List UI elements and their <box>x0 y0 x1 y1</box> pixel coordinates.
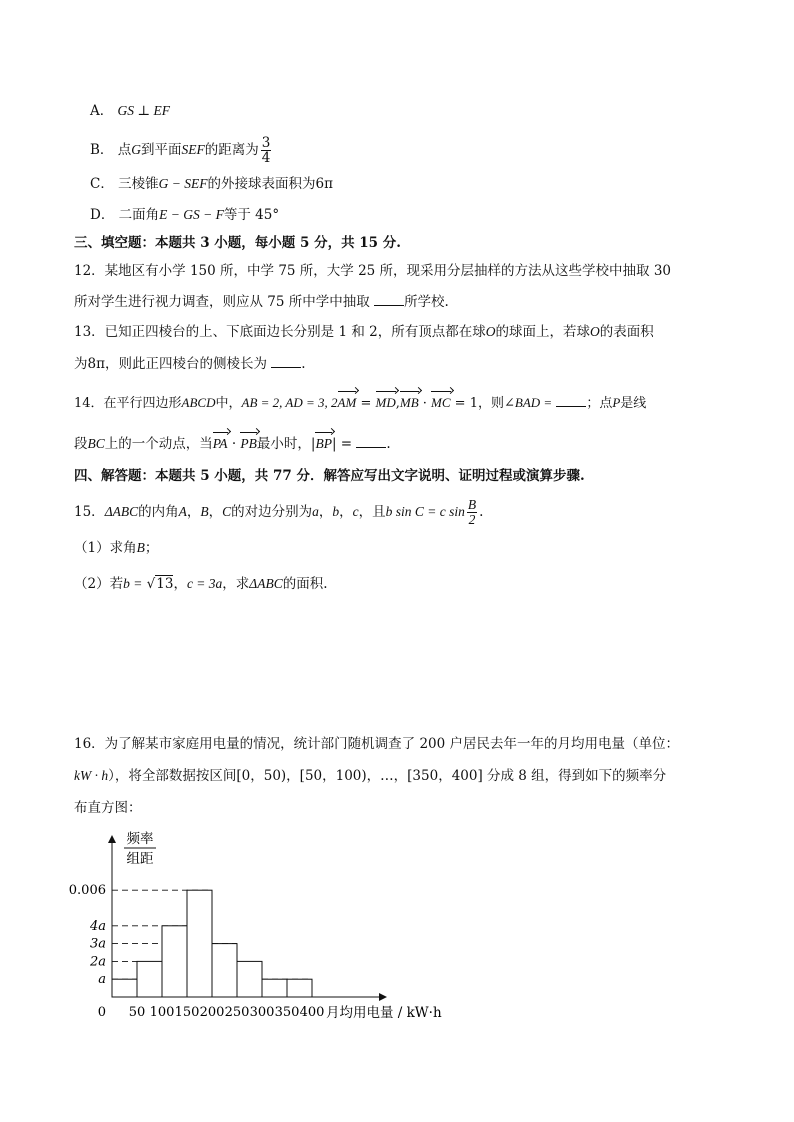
vector-bp: BP <box>315 434 332 454</box>
text: （1）求角 <box>74 540 137 556</box>
text: 的内角 <box>138 504 179 520</box>
fraction <box>261 136 272 165</box>
math-a: A <box>178 504 187 519</box>
vector-am: AM <box>338 393 357 413</box>
q13-line2 <box>74 354 306 374</box>
x-tick-labels <box>98 1005 325 1020</box>
math-triangle: ΔABC <box>104 504 139 519</box>
text: 段 <box>74 436 88 452</box>
vector-mb: MB <box>400 393 419 413</box>
text: = <box>356 396 376 411</box>
vector-md: MD <box>376 393 396 413</box>
q16-line1: 16．为了解某市家庭用电量的情况，统计部门随机调查了 200 户居民去年一年的月均用电量（单位： <box>74 736 680 752</box>
text: 的面积. <box>282 576 328 592</box>
math-triangle: ΔABC <box>249 576 283 591</box>
answer-blank <box>356 435 386 448</box>
vector-mc: MC <box>431 393 451 413</box>
option-text: GS ⊥ EF <box>117 103 170 118</box>
text: ， <box>186 504 201 520</box>
math-value: 6π <box>315 176 333 192</box>
math-c: C <box>222 504 232 519</box>
option-label: D． <box>90 207 115 223</box>
text: 15． <box>74 504 105 520</box>
text: 等于 45° <box>223 207 280 223</box>
math-value: 8π <box>87 356 105 372</box>
option-label: C． <box>90 176 114 192</box>
q15-part2 <box>74 574 328 594</box>
text: 上的一个动点，当 <box>104 436 213 452</box>
text: 中， <box>215 396 242 411</box>
x-tick-label: 300 <box>249 1005 275 1020</box>
text: . <box>479 504 484 520</box>
math-b: B <box>200 504 209 519</box>
text: ，则 <box>477 396 504 411</box>
denominator: 2 <box>468 512 476 527</box>
frequency-histogram <box>60 825 480 1035</box>
math-lb: b <box>332 504 340 519</box>
text: 所对学生进行视力调查，则应从 75 所中学中抽取 <box>74 294 370 310</box>
text: . <box>301 356 306 372</box>
text: . <box>386 436 391 452</box>
text: 的距离为 <box>204 142 259 158</box>
text: 的球面上，若球 <box>495 324 590 340</box>
option-label: B． <box>90 142 114 158</box>
math-eq: AB = 2, AD = 3, 2 <box>241 395 338 410</box>
text: 是线 <box>620 396 647 411</box>
text: ， <box>173 576 187 592</box>
math-b-eq: b = <box>123 576 143 591</box>
text: ； <box>144 540 159 556</box>
text: ，则此正四棱台的侧棱长为 <box>104 356 267 372</box>
option-b <box>90 136 273 165</box>
math-expr: E − GS − F <box>159 207 224 222</box>
math-lc: c <box>352 504 359 519</box>
math-angle: ∠BAD = <box>504 395 553 410</box>
text: ，求 <box>222 576 250 592</box>
text: （2）若 <box>74 576 124 592</box>
y-tick-label: 0.006 <box>68 883 106 899</box>
histogram-bar <box>137 961 162 997</box>
text: 的对边分别为 <box>231 504 313 520</box>
x-tick-label: 200 <box>199 1005 225 1020</box>
math-p: P <box>612 395 621 410</box>
option-d <box>90 205 279 225</box>
math-bc: BC <box>87 436 105 451</box>
text: | = <box>331 436 353 452</box>
text: ），将全部数据按区间[0，50)，[50，100)，…，[350，400] 分成 8 组，得到如下的频率分 <box>108 768 667 784</box>
sqrt-radicand: 13 <box>156 576 174 592</box>
q12-line1: 12．某地区有小学 150 所，中学 75 所，大学 25 所，现采用分层抽样的方法从这些学校中抽取 30 <box>74 263 672 279</box>
q14-line2 <box>74 434 391 454</box>
q15-stem <box>74 498 483 527</box>
text: 点 <box>117 142 132 158</box>
text: ，且 <box>358 504 386 520</box>
math-expr: G − SEF <box>158 176 208 191</box>
text: 14．在平行四边形 <box>74 396 182 411</box>
math-o: O <box>589 324 600 339</box>
answer-blank <box>374 293 404 306</box>
denominator: 4 <box>261 150 271 166</box>
x-tick-label: 400 <box>299 1005 325 1020</box>
text: · <box>227 436 241 452</box>
y-label-numerator: 频率 <box>126 831 154 847</box>
text: 的外接球表面积为 <box>207 176 316 192</box>
y-tick-label: a <box>98 972 106 988</box>
math-la: a <box>312 504 319 519</box>
text: 到平面 <box>140 142 182 158</box>
math-b: B <box>136 540 145 555</box>
text: , <box>395 396 400 411</box>
numerator: 3 <box>261 135 271 151</box>
math-c-eq: c = 3a <box>186 576 223 591</box>
q16-line3: 布直方图： <box>74 800 142 816</box>
x-label: 月均用电量 / kW·h <box>326 1005 442 1021</box>
q16-line2 <box>74 766 666 786</box>
y-tick-label: 4a <box>89 918 106 934</box>
q13-line1 <box>74 322 654 342</box>
x-tick-label: 250 <box>224 1005 250 1020</box>
y-tick-label: 2a <box>89 954 106 970</box>
text: = 1 <box>450 396 478 411</box>
x-tick-label: 150 <box>174 1005 200 1020</box>
math-g: G <box>131 142 141 157</box>
x-tick-label: 50 <box>128 1005 146 1020</box>
option-label: A． <box>90 103 114 119</box>
y-tick-labels <box>69 883 106 987</box>
vector-pb: PB <box>240 434 257 454</box>
answer-blank <box>271 355 301 368</box>
histogram-bar <box>187 890 212 997</box>
histogram-bar <box>112 979 137 997</box>
math-o: O <box>485 324 496 339</box>
math-abcd: ABCD <box>181 395 216 410</box>
q14-line1 <box>74 393 646 414</box>
text: ， <box>208 504 223 520</box>
x-tick-label: 100 <box>149 1005 175 1020</box>
section-3-title: 三、填空题：本题共 3 小题，每小题 5 分，共 15 分. <box>74 235 401 251</box>
text: 所学校. <box>404 294 449 310</box>
histogram-bar <box>212 944 237 997</box>
y-tick-label: 3a <box>89 936 106 952</box>
x-tick-label: 0 <box>97 1005 106 1020</box>
fraction <box>467 498 477 527</box>
text: ， <box>318 504 333 520</box>
section-4-title: 四、解答题：本题共 5 小题，共 77 分．解答应写出文字说明、证明过程或演算步骤. <box>74 468 585 484</box>
y-label-denominator: 组距 <box>126 851 154 867</box>
text: 最小时，| <box>256 436 316 452</box>
text: 的表面积 <box>599 324 654 340</box>
x-tick-label: 350 <box>274 1005 300 1020</box>
math-sef: SEF <box>181 142 205 157</box>
text: 13．已知正四棱台的上、下底面边长分别是 1 和 2，所有顶点都在球 <box>74 324 486 340</box>
vector-pa: PA <box>213 434 228 454</box>
sqrt-sign: √ <box>146 576 156 592</box>
histogram-bar <box>237 961 262 997</box>
math-unit: kW · h <box>74 768 109 783</box>
histogram-bar <box>287 979 312 997</box>
text: ， <box>339 504 353 520</box>
text: 二面角 <box>118 207 160 223</box>
text: 三棱锥 <box>118 176 159 192</box>
option-c <box>90 174 333 194</box>
text: ；点 <box>586 396 613 411</box>
answer-blank <box>556 394 586 407</box>
text: · <box>418 396 432 411</box>
histogram-bar <box>162 926 187 997</box>
math-eq: b sin C = c sin <box>385 504 465 519</box>
option-a <box>90 101 170 121</box>
text: 为 <box>74 356 88 372</box>
q12-line2 <box>74 292 449 312</box>
numerator: B <box>467 497 477 512</box>
q15-part1 <box>74 538 158 558</box>
histogram-bar <box>262 979 287 997</box>
